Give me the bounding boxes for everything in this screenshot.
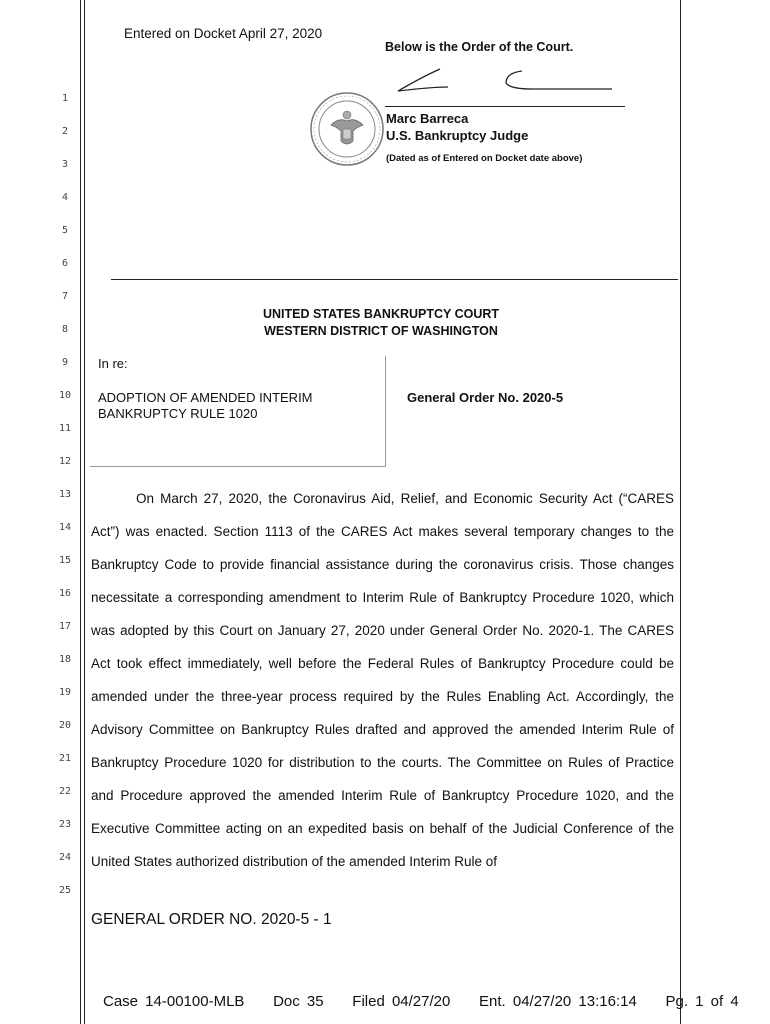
line-number: 10	[58, 390, 72, 401]
signature-line	[385, 106, 625, 107]
line-number: 14	[58, 522, 72, 533]
left-margin-rule-inner	[84, 0, 85, 1024]
judge-name: Marc Barreca	[386, 111, 469, 126]
court-district: WESTERN DISTRICT OF WASHINGTON	[264, 324, 498, 338]
line-number: 18	[58, 654, 72, 665]
court-name: UNITED STATES BANKRUPTCY COURT	[262, 307, 500, 321]
judge-title: U.S. Bankruptcy Judge	[386, 128, 529, 143]
right-margin-rule	[680, 0, 681, 1024]
general-order-number: General Order No. 2020-5	[407, 390, 564, 405]
case-stamp: Case 14-00100-MLB Doc 35 Filed 04/27/20 Ent. 04/27/20 13:16:14 Pg. 1 of 4	[103, 993, 739, 1010]
footer-page-title: GENERAL ORDER NO. 2020-5 - 1	[91, 911, 332, 928]
line-number: 17	[58, 621, 72, 632]
line-number: 7	[61, 291, 69, 302]
line-number: 25	[58, 885, 72, 896]
line-number: 24	[58, 852, 72, 863]
line-number: 5	[61, 225, 69, 236]
in-re-label: In re:	[98, 356, 128, 371]
line-number: 13	[58, 489, 72, 500]
line-number: 12	[58, 456, 72, 467]
line-number: 21	[58, 753, 72, 764]
body-text	[91, 482, 674, 878]
line-number: 6	[61, 258, 69, 269]
line-number: 20	[58, 720, 72, 731]
line-number: 1	[61, 93, 69, 104]
left-margin-rule-outer	[80, 0, 81, 1024]
line-number: 8	[61, 324, 69, 335]
judge-signature	[392, 63, 622, 103]
line-number: 11	[58, 423, 72, 434]
line-number: 15	[58, 555, 72, 566]
line-number: 4	[61, 192, 69, 203]
line-number: 19	[58, 687, 72, 698]
docket-entry: Entered on Docket April 27, 2020	[124, 26, 323, 41]
line-number: 23	[58, 819, 72, 830]
dated-note: (Dated as of Entered on Docket date above)	[386, 153, 583, 164]
court-seal	[309, 91, 385, 167]
line-number: 2	[61, 126, 69, 137]
order-note: Below is the Order of the Court.	[385, 40, 574, 54]
matter-title: ADOPTION OF AMENDED INTERIM BANKRUPTCY RULE 1020	[98, 390, 313, 421]
line-number: 3	[61, 159, 69, 170]
body-paragraph: On March 27, 2020, the Coronavirus Aid, Relief, and Economic Security Act (“CARES Act”) was enacted. Section 1113 of the CARES Act makes several temporary changes to the Bankruptcy Code to provide financial assistance during the coronavirus crisis. Those changes necessitate a corresponding amendment to Interim Rule of Bankruptcy Procedure 1020, which was adopted by this Court on January 27, 2020 under General Order No. 2020-1. The CARES Act took effect immediately, well before the Federal Rules of Bankruptcy Procedure could be amended under the three-year process required by the Rules Enabling Act. Accordingly, the Advisory Committee on Bankruptcy Rules drafted and approved the amended Interim Rule of Bankruptcy Procedure 1020 for distribution to the courts. The Committee on Rules of Practice and Procedure approved the amended Interim Rule of Bankruptcy Procedure 1020, and the Executive Committee acting on an expedited basis on behalf of the Judicial Conference of the United States authorized distribution of the amended Interim Rule of	[91, 491, 674, 869]
line-number: 16	[58, 588, 72, 599]
header-divider	[111, 279, 678, 280]
line-number: 22	[58, 786, 72, 797]
line-number: 9	[61, 357, 69, 368]
